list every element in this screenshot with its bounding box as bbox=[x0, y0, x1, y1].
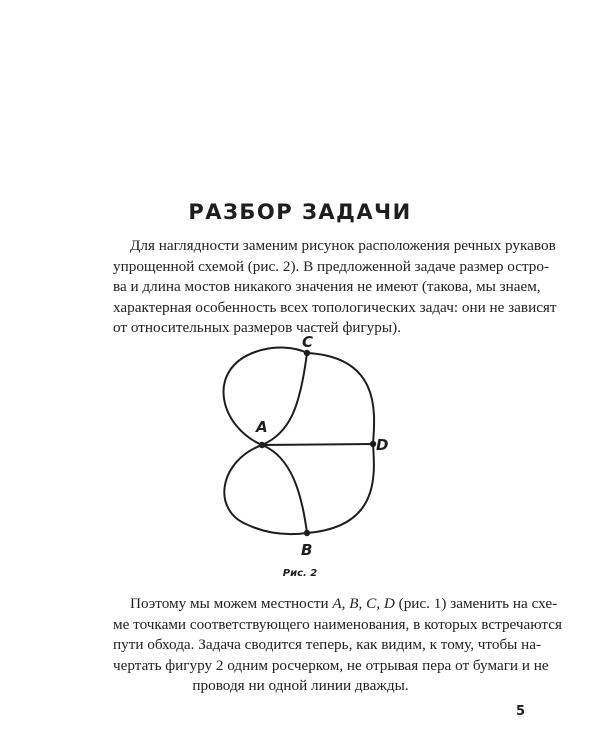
edge-a-d bbox=[262, 444, 373, 445]
point-d-label: D bbox=[376, 436, 389, 454]
page-number: 5 bbox=[515, 704, 525, 719]
text-fragment: Поэтому мы можем местности bbox=[130, 595, 333, 612]
text-line: характерная особенность всех топологических задач: они не зависят bbox=[113, 298, 557, 316]
figure-graph-diagram bbox=[200, 325, 400, 570]
text-line: Для наглядности заменим рисунок расположения речных рукавов bbox=[130, 237, 556, 254]
point-a-dot bbox=[259, 442, 265, 448]
paragraph-intro bbox=[113, 236, 557, 339]
edge-a-b-left-loop bbox=[224, 445, 307, 534]
edge-d-b-outer bbox=[307, 444, 374, 533]
edge-a-b-inner bbox=[262, 445, 307, 533]
point-letters: A, B, C, D bbox=[332, 595, 395, 612]
edge-c-d-outer bbox=[307, 353, 374, 444]
text-fragment: (рис. 1) заменить на схе- bbox=[394, 595, 558, 612]
text-line bbox=[113, 594, 558, 615]
section-heading: РАЗБОР ЗАДАЧИ bbox=[188, 200, 412, 224]
point-b-dot bbox=[304, 530, 310, 536]
point-a-label: A bbox=[256, 418, 268, 436]
text-line: упрощенной схемой (рис. 2). В предложенной задаче размер остро- bbox=[113, 257, 550, 275]
text-line: пути обхода. Задача сводится теперь, как видим, к тому, чтобы на- bbox=[113, 636, 542, 653]
text-line: чертать фигуру 2 одним росчерком, не отрывая пера от бумаги и не bbox=[113, 656, 549, 674]
text-line: ва и длина мостов никакого значения не имеют (такова, мы знаем, bbox=[113, 278, 541, 295]
edge-c-a-inner bbox=[262, 353, 307, 445]
text-line: ме точками соответствующего наименования, в которых встречаются bbox=[113, 615, 562, 633]
point-b-label: B bbox=[301, 541, 313, 559]
text-line: проводя ни одной линии дважды. bbox=[192, 677, 409, 694]
paragraph-explanation bbox=[113, 594, 562, 697]
figure-caption: Рис. 2 bbox=[282, 568, 318, 579]
point-c-label: C bbox=[302, 333, 314, 351]
text-line: от относительных размеров частей фигуры). bbox=[113, 319, 401, 336]
